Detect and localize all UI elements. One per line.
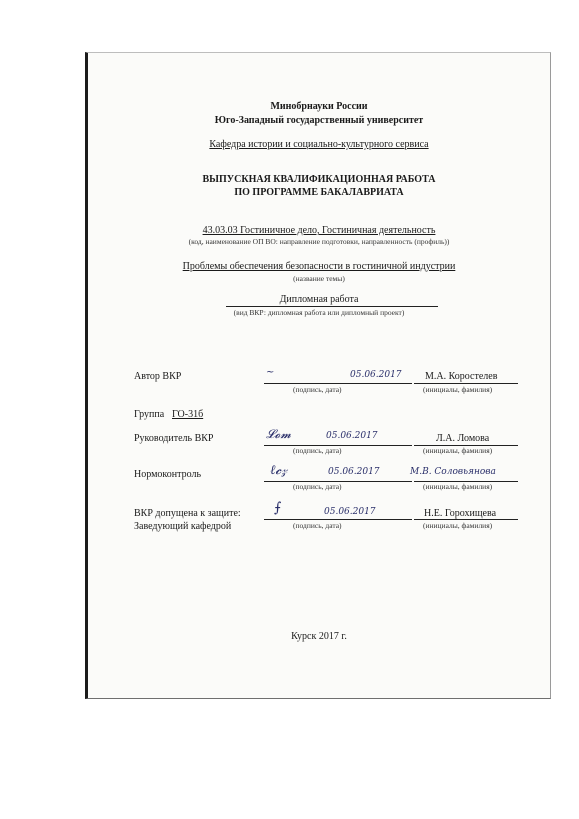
admission-sign-date: 05.06.2017 [324,507,376,517]
admission-name-line [414,519,518,520]
author-caption-name: (инициалы, фамилия) [423,385,493,394]
supervisor-caption-name: (инициалы, фамилия) [423,446,493,455]
city-year: Курск 2017 г. [291,631,347,642]
author-name-line [414,383,518,384]
vkr-kind-value: Дипломная работа [279,294,359,305]
author-sign-date: 05.06.2017 [350,370,402,380]
supervisor-sign-date: 05.06.2017 [326,431,378,441]
work-type-line1: ВЫПУСКНАЯ КВАЛИФИКАЦИОННАЯ РАБОТА [202,174,436,185]
author-signature: ~ [266,367,275,378]
group-value: ГО-31б [172,409,204,420]
normcontrol-label: Нормоконтроль [134,469,202,480]
normcontrol-sign-date: 05.06.2017 [328,467,380,477]
normcontrol-signature: ℓ𝓬𝓏 [270,463,288,478]
vkr-kind-underline [226,306,438,307]
ministry: Минобрнауки России [270,101,368,112]
admission-sign-line [264,519,412,520]
author-label: Автор ВКР [134,371,182,382]
work-type-line2: ПО ПРОГРАММЕ БАКАЛАВРИАТА [234,187,404,198]
author-caption-sign: (подпись, дата) [293,385,342,394]
author-sign-line [264,383,412,384]
admission-caption-name: (инициалы, фамилия) [423,521,493,530]
supervisor-signature: 𝓛𝓸𝓶 [266,427,292,441]
specialty-caption: (код, наименование ОП ВО: направление подготовки, направленность (профиль)) [188,237,450,246]
vkr-kind-caption: (вид ВКР: дипломная работа или дипломный проект) [233,308,405,317]
head-of-department-label: Заведующий кафедрой [134,521,232,532]
scanned-title-page [85,52,551,699]
normcontrol-name: М.В. Соловьянова [410,467,496,477]
group-label: Группа [134,409,165,420]
normcontrol-caption-sign: (подпись, дата) [293,482,342,491]
supervisor-label: Руководитель ВКР [134,433,214,444]
author-name: М.А. Коростелев [425,371,498,382]
admission-caption-sign: (подпись, дата) [293,521,342,530]
university-name: Юго-Западный государственный университет [214,115,424,126]
supervisor-name: Л.А. Ломова [436,433,490,444]
department-name: Кафедра истории и социально-культурного сервиса [209,139,429,150]
admission-label: ВКР допущена к защите: [134,508,241,519]
topic-value: Проблемы обеспечения безопасности в гостиничной индустрии [182,261,456,272]
specialty-value: 43.03.03 Гостиничное дело, Гостиничная деятельность [202,225,436,236]
supervisor-caption-sign: (подпись, дата) [293,446,342,455]
normcontrol-caption-name: (инициалы, фамилия) [423,482,493,491]
admission-name: Н.Е. Горохищева [424,508,497,519]
topic-caption: (название темы) [293,274,345,283]
admission-signature: ⨍ [274,500,282,516]
